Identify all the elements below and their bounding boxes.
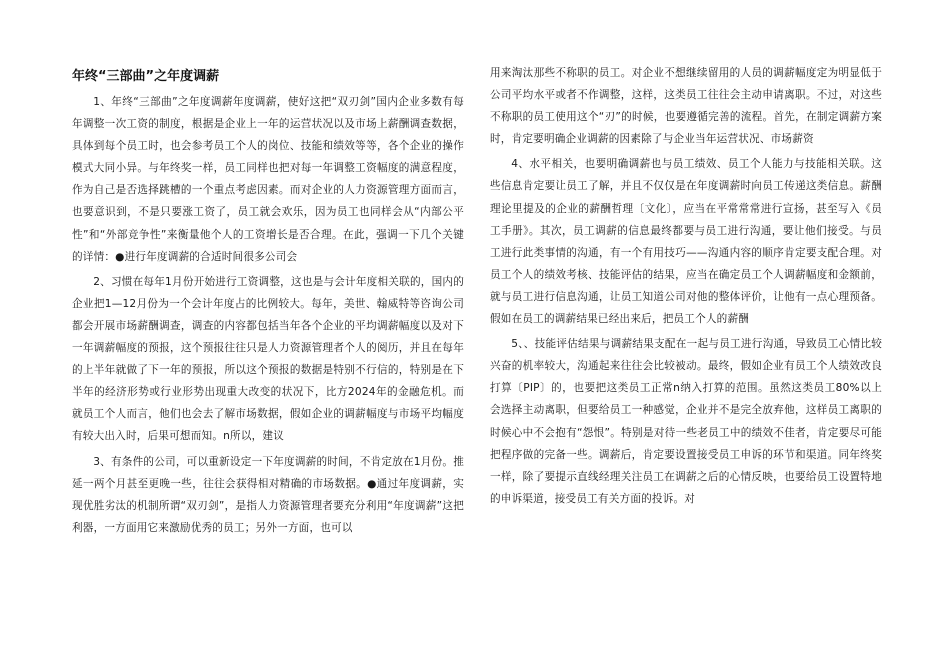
left-column bbox=[72, 62, 464, 542]
paragraph-3-continuation: 用来淘汰那些不称职的员工。对企业不想继续留用的人员的调薪幅度定为明显低于公司平均水平或者不作调整，这样，这类员工往往会主动申请离职。不过，对这些不称职的员工使用这个“刃”的时候，也要遵循完善的流程。首先，在制定调薪方案时，肯定要明确企业调薪的因素除了与企业当年运营状况、市场薪资 bbox=[490, 67, 882, 146]
document-title: 年终“三部曲”之年度调薪 bbox=[72, 69, 220, 84]
paragraph-3: 3、有条件的公司，可以重新设定一下年度调薪的时间，不肯定放在1月份。推延一两个月甚至更晚一些，往往会获得相对精确的市场数据。●通过年度调薪，实现优胜劣汰的机制所谓“双刃剑”，是指人力资源管理者要充分利用“年度调薪”这把利器，一方面用它来激励优秀的员工；另外一方面，也可以 bbox=[72, 455, 464, 534]
right-column bbox=[490, 62, 882, 513]
paragraph-4: 4、水平相关，也要明确调薪也与员工绩效、员工个人能力与技能相关联。这些信息肯定要让员工了解，并且不仅仅是在年度调薪时向员工传递这类信息。薪酬理论里提及的企业的薪酬哲理〔文化〕，应当在平常常常进行宣扬，甚至写入《员工手册》。其次，员工调薪的信息最终都要与员工进行沟通，要让他们接受。与员工进行此类事情的沟通，有一个有用技巧——沟通内容的顺序肯定要支配合理。对员工个人的绩效考核、技能评估的结果，应当在确定员工个人调薪幅度和金额前，就与员工进行信息沟通，让员工知道公司对他的整体评价，让他有一点心理预备。假如在员工的调薪结果已经出来后，把员工个人的薪酬 bbox=[490, 158, 882, 326]
paragraph-1: 1、年终“三部曲”之年度调薪年度调薪，使好这把“双刃剑”国内企业多数有每年调整一次工资的制度，根据是企业上一年的运营状况以及市场上薪酬调查数据，具体到每个员工时，也会参考员工个人的岗位、技能和绩效等等，各个企业的操作模式大同小异。与年终奖一样，员工同样也把对每一年调整工资幅度的满意程度，作为自己是否选择跳槽的一个重点考虑因素。而对企业的人力资源管理方面而言，也要意识到，不是只要涨工资了，员工就会欢乐，因为员工也同样会从“内部公平性”和“外部竞争性”来衡量他个人的工资增长是否合理。在此，强调一下几个关键的详情：●进行年度调薪的合适时间很多公司会 bbox=[72, 96, 464, 263]
paragraph-2: 2、习惯在每年1月份开始进行工资调整，这也是与会计年度相关联的，国内的企业把1—12月份为一个会计年度占的比例较大。每年，美世、翰威特等咨询公司都会开展市场薪酬调查，调查的内容都包括当年各个企业的平均调薪幅度以及对下一年调薪幅度的预报，这个预报往往只是人力资源管理者个人的阅历，并且在每年的上半年就做了下一年的预报，所以这个预报的数据是特别不行信的，特别是在下半年的经济形势或行业形势出现重大改变的状况下，比方2024年的金融危机。而就员工个人而言，他们也会去了解市场数据，假如企业的调薪幅度与市场平均幅度有较大出入时，后果可想而知。n所以，建议 bbox=[72, 275, 464, 443]
paragraph-5: 5、、技能评估结果与调薪结果支配在一起与员工进行沟通，导致员工心情比较兴奋的机率较大，沟通起来往往会比较被动。最终，假如企业有员工个人绩效改良打算〔PIP〕的，也要把这类员工正常n纳入打算的范围。虽然这类员工80%以上会选择主动离职，但要给员工一种感觉，企业并不是完全放弃他，这样员工离职的时候心中不会抱有“怨恨”。特别是对待一些老员工中的绩效不佳者，肯定要尽可能把程序做的完备一些。调薪后，肯定要设置接受员工申诉的环节和渠道。同年终奖一样，除了要提示直线经理关注员工在调薪之后的心情反映，也要给员工设置特地的申诉渠道，接受员工有关方面的投诉。对 bbox=[490, 338, 882, 505]
